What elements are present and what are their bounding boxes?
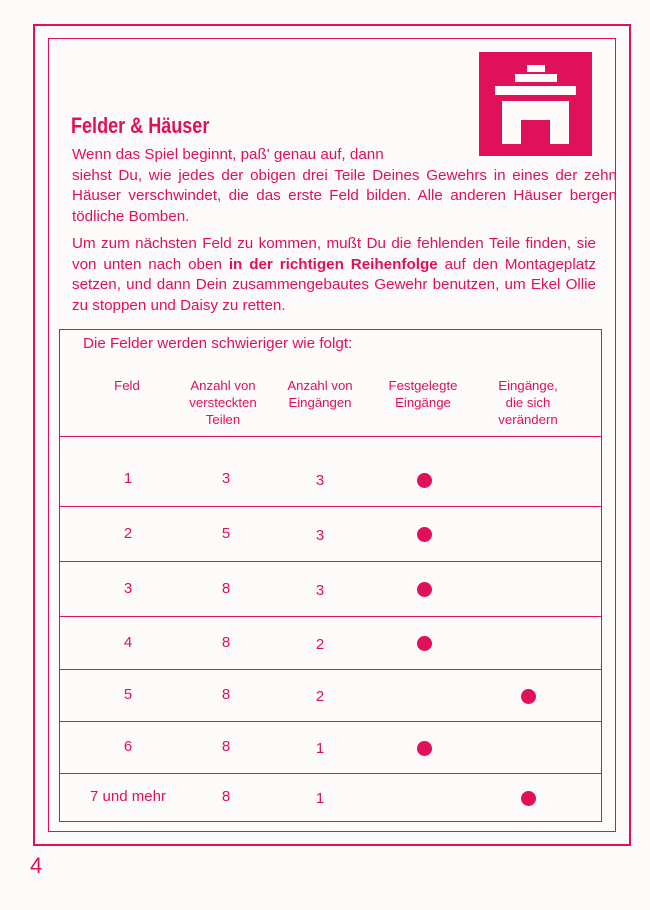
cell-feld: 7 und mehr bbox=[90, 788, 166, 805]
cell-eingaenge: 1 bbox=[315, 740, 325, 757]
cell-eingaenge: 2 bbox=[315, 635, 325, 653]
dot-marker-fest bbox=[417, 741, 432, 756]
dot-marker-veraendern bbox=[521, 689, 536, 704]
header-fixed-entrances: Festgelegte Eingänge bbox=[388, 378, 458, 410]
row-divider bbox=[60, 773, 601, 774]
instructions-bold-text: in der richtigen Reihenfolge bbox=[228, 255, 438, 273]
intro-paragraph-line1: Wenn das Spiel beginnt, paß' genau auf, dann bbox=[72, 146, 384, 163]
dot-marker-fest bbox=[417, 636, 432, 651]
header-entrances: Anzahl von Eingängen bbox=[287, 378, 353, 410]
table-intro: Die Felder werden schwieriger wie folgt: bbox=[83, 335, 353, 352]
row-divider bbox=[60, 561, 601, 562]
intro-paragraph bbox=[72, 145, 617, 227]
header-feld: Feld bbox=[114, 378, 140, 393]
cell-feld: 1 bbox=[123, 470, 133, 487]
dot-marker-fest bbox=[417, 527, 432, 542]
instructions-text-after: auf den Montageplatz setzen, und dann Dein zusammengebautes Gewehr benutzen, um Ekel Ollie zu stoppen und Daisy zu retten. bbox=[72, 255, 597, 314]
row-divider bbox=[60, 506, 601, 507]
dot-marker-fest bbox=[417, 582, 432, 597]
row-divider bbox=[60, 436, 601, 437]
cell-teile: 8 bbox=[221, 633, 231, 651]
header-changing-entrances: Eingänge, die sich verändern bbox=[498, 378, 558, 427]
cell-feld: 3 bbox=[123, 579, 133, 597]
cell-teile: 8 bbox=[221, 579, 231, 597]
dot-marker-veraendern bbox=[521, 791, 536, 806]
cell-teile: 8 bbox=[221, 738, 231, 755]
page-number: 4 bbox=[30, 853, 43, 878]
cell-eingaenge: 1 bbox=[315, 790, 325, 807]
intro-paragraph-rest: siehst Du, wie jedes der obigen drei Teile Deines Gewehrs in eines der zehn Häuser verschwindet, die das erste Feld bilden. Alle anderen Häuser bergen tödliche Bomben. bbox=[72, 166, 617, 225]
cell-eingaenge: 3 bbox=[315, 526, 325, 544]
cell-teile: 3 bbox=[221, 470, 231, 487]
row-divider bbox=[60, 721, 601, 722]
cell-feld: 4 bbox=[123, 633, 133, 651]
house-icon bbox=[479, 52, 592, 156]
row-divider bbox=[60, 669, 601, 670]
cell-feld: 2 bbox=[123, 524, 133, 542]
cell-feld: 5 bbox=[123, 686, 133, 703]
cell-teile: 8 bbox=[221, 788, 231, 805]
instructions-paragraph bbox=[72, 234, 596, 316]
cell-eingaenge: 3 bbox=[315, 581, 325, 599]
cell-teile: 5 bbox=[221, 524, 231, 542]
instructions-text-before: Um zum nächsten Feld zu kommen, mußt Du die fehlenden Teile finden, sie von unten nach oben bbox=[72, 235, 596, 273]
cell-eingaenge: 2 bbox=[315, 688, 325, 705]
cell-teile: 8 bbox=[221, 686, 231, 703]
dot-marker-fest bbox=[417, 473, 432, 488]
row-divider bbox=[60, 616, 601, 617]
cell-eingaenge: 3 bbox=[315, 472, 325, 489]
cell-feld: 6 bbox=[123, 738, 133, 755]
section-heading: Felder & Häuser bbox=[71, 113, 210, 138]
header-hidden-parts: Anzahl von versteckten Teilen bbox=[189, 378, 257, 427]
